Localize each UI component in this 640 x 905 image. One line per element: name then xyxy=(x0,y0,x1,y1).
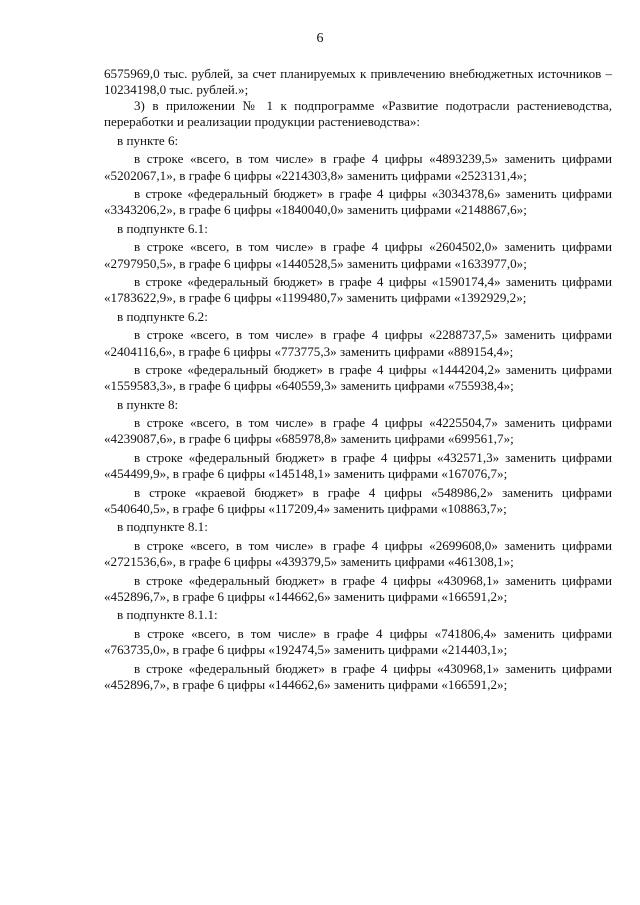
paragraph: в строке «краевой бюджет» в графе 4 цифры «548986,2» заменить цифрами «540640,5», в графе 6 цифры «117209,4» заменить цифрами «108863,7»; xyxy=(104,484,612,516)
paragraph: в строке «федеральный бюджет» в графе 4 цифры «1590174,4» заменить цифрами «1783622,9», в графе 6 цифры «1199480,7» заменить цифрами «1392929,2»; xyxy=(104,274,612,306)
paragraph: в строке «федеральный бюджет» в графе 4 цифры «3034378,6» заменить цифрами «3343206,2», в графе 6 цифры «1840040,0» заменить цифрами «2148867,6»; xyxy=(104,186,612,218)
paragraph: в строке «всего, в том числе» в графе 4 цифры «4893239,5» заменить цифрами «5202067,1», в графе 6 цифры «2214303,8» заменить цифрами «2523131,4»; xyxy=(104,151,612,183)
subheading-subpoint-8-1-1: в подпункте 8.1.1: xyxy=(117,607,218,623)
subheading-subpoint-8-1: в подпункте 8.1: xyxy=(117,519,208,535)
subheading-subpoint-6-1: в подпункте 6.1: xyxy=(117,220,208,236)
paragraph-continuation: 6575969,0 тыс. рублей, за счет планируемых к привлечению внебюджетных источников – 10234198,0 тыс. рублей.»; xyxy=(104,66,612,98)
paragraph: в строке «всего, в том числе» в графе 4 цифры «4225504,7» заменить цифрами «4239087,6», в графе 6 цифры «685978,8» заменить цифрами «699561,7»; xyxy=(104,415,612,447)
paragraph: в строке «федеральный бюджет» в графе 4 цифры «430968,1» заменить цифрами «452896,7», в графе 6 цифры «144662,6» заменить цифрами «166591,2»; xyxy=(104,572,612,604)
subheading-point-6: в пункте 6: xyxy=(117,132,179,148)
paragraph: в строке «федеральный бюджет» в графе 4 цифры «430968,1» заменить цифрами «452896,7», в графе 6 цифры «144662,6» заменить цифрами «166591,2»; xyxy=(104,660,612,692)
paragraph: в строке «федеральный бюджет» в графе 4 цифры «432571,3» заменить цифрами «454499,9», в графе 6 цифры «145148,1» заменить цифрами «167076,7»; xyxy=(104,450,612,482)
subheading-subpoint-6-2: в подпункте 6.2: xyxy=(117,308,208,324)
paragraph: в строке «всего, в том числе» в графе 4 цифры «2699608,0» заменить цифрами «2721536,6», в графе 6 цифры «439379,5» заменить цифрами «461308,1»; xyxy=(104,538,612,570)
paragraph: в строке «всего, в том числе» в графе 4 цифры «2288737,5» заменить цифрами «2404116,6», в графе 6 цифры «773775,3» заменить цифрами «889154,4»; xyxy=(104,327,612,359)
paragraph: в строке «всего, в том числе» в графе 4 цифры «741806,4» заменить цифрами «763735,0», в графе 6 цифры «192474,5» заменить цифрами «214403,1»; xyxy=(104,626,612,658)
page-number: 6 xyxy=(316,31,324,46)
document-body xyxy=(104,66,612,693)
paragraph-item-3: 3) в приложении № 1 к подпрограмме «Развитие подотрасли растениеводства, переработки и реализации продукции растениеводства»: xyxy=(104,98,612,130)
subheading-point-8: в пункте 8: xyxy=(117,396,179,412)
paragraph: в строке «всего, в том числе» в графе 4 цифры «2604502,0» заменить цифрами «2797950,5», в графе 6 цифры «1440528,5» заменить цифрами «1633977,0»; xyxy=(104,239,612,271)
paragraph: в строке «федеральный бюджет» в графе 4 цифры «1444204,2» заменить цифрами «1559583,3», в графе 6 цифры «640559,3» заменить цифрами «755938,4»; xyxy=(104,362,612,394)
